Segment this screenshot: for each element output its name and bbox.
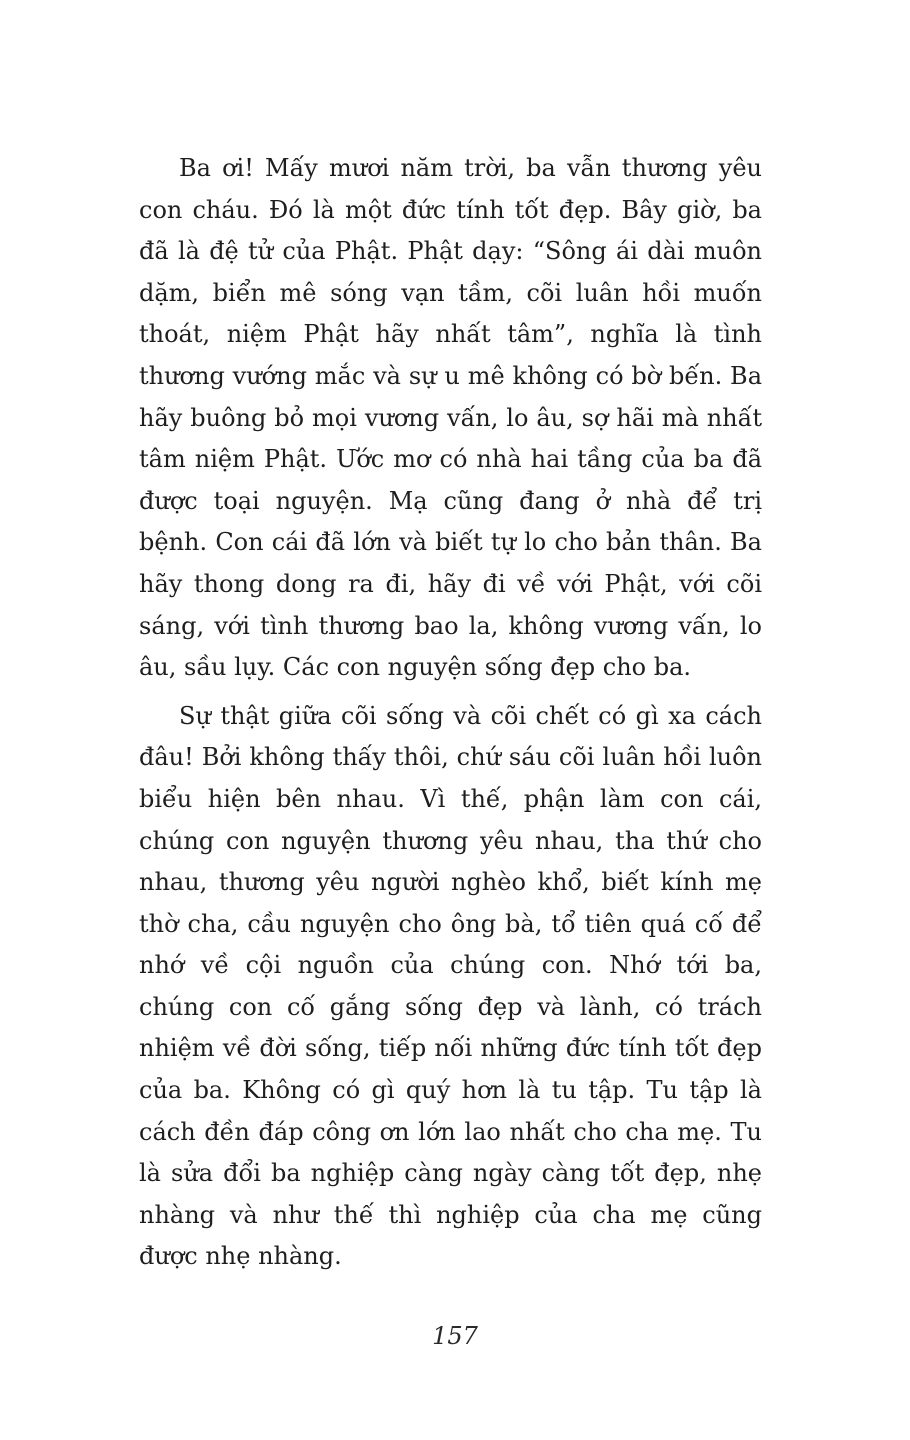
paragraph-1: Ba ơi! Mấy mươi năm trời, ba vẫn thương yêu con cháu. Đó là một đức tính tốt đẹp. Bây giờ, ba đã là đệ tử của Phật. Phật dạy: “Sông ái dài muôn dặm, biển mê sóng vạn tầm, cõi luân hồi muốn thoát, niệm Phật hãy nhất tâm”, nghĩa là tình thương vướng mắc và sự u mê không có bờ bến. Ba hãy buông bỏ mọi vương vấn, lo âu, sợ hãi mà nhất tâm niệm Phật. Ước mơ có nhà hai tầng của ba đã được toại nguyện. Mạ cũng đang ở nhà để trị bệnh. Con cái đã lớn và biết tự lo cho bản thân. Ba hãy thong dong ra đi, hãy đi về với Phật, với cõi sáng, với tình thương bao la, không vương vấn, lo âu, sầu lụy. Các con nguyện sống đẹp cho ba. — [139, 154, 762, 682]
paragraph-2: Sự thật giữa cõi sống và cõi chết có gì xa cách đâu! Bởi không thấy thôi, chứ sáu cõi luân hồi luôn biểu hiện bên nhau. Vì thế, phận làm con cái, chúng con nguyện thương yêu nhau, tha thứ cho nhau, thương yêu người nghèo khổ, biết kính mẹ thờ cha, cầu nguyện cho ông bà, tổ tiên quá cố để nhớ về cội nguồn của chúng con. Nhớ tới ba, chúng con cố gắng sống đẹp và lành, có trách nhiệm về đời sống, tiếp nối những đức tính tốt đẹp của ba. Không có gì quý hơn là tu tập. Tu tập là cách đền đáp công ơn lớn lao nhất cho cha mẹ. Tu là sửa đổi ba nghiệp càng ngày càng tốt đẹp, nhẹ nhàng và như thế thì nghiệp của cha mẹ cũng được nhẹ nhàng. — [139, 701, 762, 1271]
body-text — [139, 148, 762, 1278]
page-number: 157 — [432, 1322, 478, 1350]
